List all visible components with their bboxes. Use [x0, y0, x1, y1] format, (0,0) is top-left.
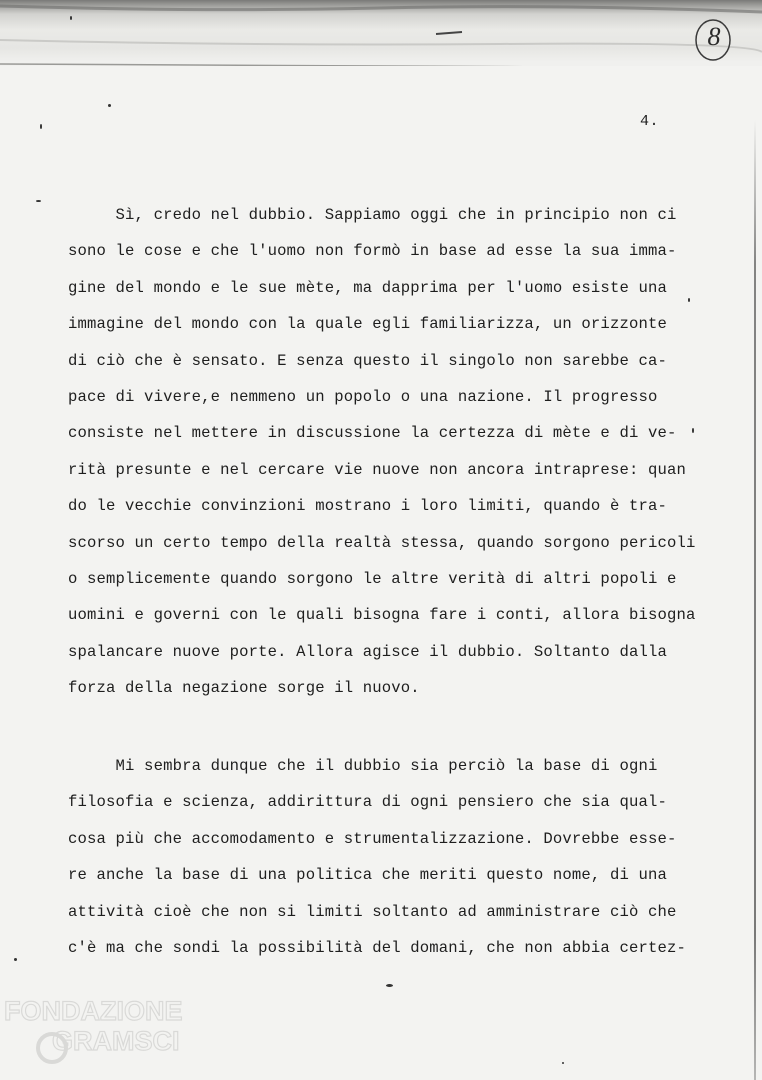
page-number: 4.	[640, 113, 660, 130]
archive-watermark-logo	[4, 992, 204, 1072]
text-line: di ciò che è sensato. E senza questo il singolo non sarebbe ca-	[68, 351, 667, 370]
text-line: scorso un certo tempo della realtà stessa, quando sorgono pericoli	[68, 533, 696, 552]
scan-speck	[692, 428, 694, 433]
text-line: sono le cose e che l'uomo non formò in base ad esse la sua imma-	[68, 242, 677, 261]
watermark-line-2: GRAMSCI	[52, 1026, 180, 1056]
watermark-line-1: FONDAZIONE	[4, 996, 183, 1026]
scan-speck	[14, 958, 17, 961]
scan-speck	[36, 200, 41, 202]
text-line: pace di vivere,e nemmeno un popolo o una nazione. Il progresso	[68, 388, 658, 406]
text-line: uomini e governi con le quali bisogna fare i conti, allora bisogna	[68, 606, 696, 625]
scan-speck	[688, 298, 690, 302]
text-line: Mi sembra dunque che il dubbio sia perciò la base di ogni	[68, 757, 658, 775]
text-line: do le vecchie convinzioni mostrano i loro limiti, quando è tra-	[68, 497, 667, 516]
text-line: filosofia e scienza, addirittura di ogni pensiero che sia qual-	[68, 793, 667, 812]
scan-speck	[386, 984, 393, 987]
text-line: spalancare nuove porte. Allora agisce il dubbio. Soltanto dalla	[68, 642, 667, 661]
text-line: gine del mondo e le sue mète, ma dapprima per l'uomo esiste una	[68, 278, 667, 297]
folio-number: 8	[707, 22, 721, 51]
scan-speck	[562, 1062, 564, 1064]
page-right-edge-shadow	[754, 120, 756, 1080]
text-line: forza della negazione sorge il nuovo.	[68, 679, 420, 698]
scan-top-shadow	[0, 0, 762, 66]
text-line: consiste nel mettere in discussione la certezza di mète e di ve-	[68, 424, 677, 443]
text-line: attività cioè che non si limiti soltanto ad amministrare ciò che	[68, 902, 677, 921]
text-line: rità presunte e nel cercare vie nuove non ancora intraprese: quan	[68, 460, 687, 479]
text-line: Sì, credo nel dubbio. Sappiamo oggi che in principio non ci	[68, 206, 677, 224]
text-line: immagine del mondo con la quale egli familiarizza, un orizzonte	[68, 315, 667, 334]
scan-speck	[108, 104, 111, 107]
text-line: cosa più che accomodamento e strumentalizzazione. Dovrebbe esse-	[68, 829, 677, 848]
text-line: c'è ma che sondi la possibilità del domani, che non abbia certez-	[68, 939, 687, 957]
scan-speck	[40, 124, 42, 129]
text-line: re anche la base di una politica che meriti questo nome, di una	[68, 866, 667, 885]
text-line: o semplicemente quando sorgono le altre verità di altri popoli e	[68, 570, 677, 588]
scan-speck	[70, 16, 72, 20]
folio-stamp	[694, 16, 734, 62]
